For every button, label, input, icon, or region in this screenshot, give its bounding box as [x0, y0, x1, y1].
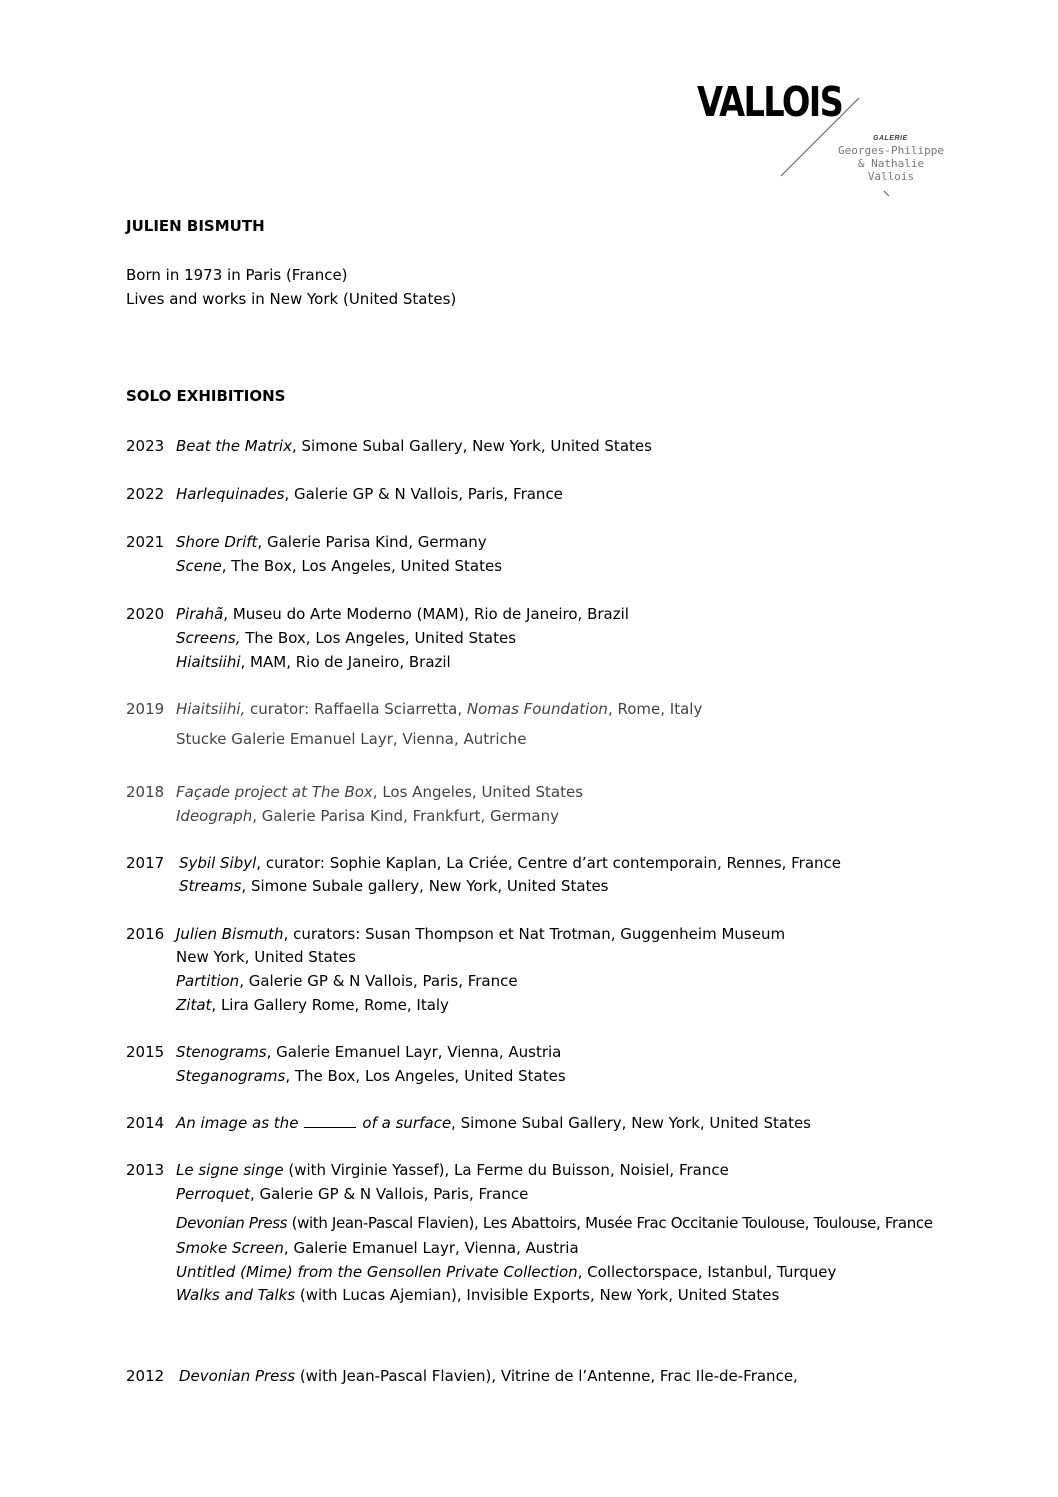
exhibition-entry: Zitat, Lira Gallery Rome, Rome, Italy — [176, 996, 449, 1014]
year-2023: 2023 — [126, 437, 165, 455]
exhibition-entry: Screens, The Box, Los Angeles, United States — [176, 629, 517, 647]
exhibition-entry: Devonian Press (with Jean-Pascal Flavien), Vitrine de l’Antenne, Frac Ile-de-France, — [179, 1367, 798, 1385]
section-title: SOLO EXHIBITIONS — [126, 387, 286, 405]
exhibition-entry: Walks and Talks (with Lucas Ajemian), Invisible Exports, New York, United States — [176, 1286, 780, 1304]
exhibition-entry: Sybil Sibyl, curator: Sophie Kaplan, La Criée, Centre d’art contemporain, Rennes, France — [179, 854, 842, 872]
year-2016: 2016 — [126, 925, 165, 943]
exhibition-entry: Hiaitsiihi, MAM, Rio de Janeiro, Brazil — [176, 653, 451, 671]
year-2012: 2012 — [126, 1367, 165, 1385]
exhibition-entry: Devonian Press (with Jean-Pascal Flavien), Les Abattoirs, Musée Frac Occitanie Toulouse, Toulouse, France — [176, 1214, 933, 1232]
artist-lives: Lives and works in New York (United States) — [126, 290, 457, 308]
exhibition-entry: Steganograms, The Box, Los Angeles, United States — [176, 1067, 566, 1085]
exhibition-entry: Façade project at The Box, Los Angeles, United States — [176, 783, 584, 801]
gallery-logo — [697, 78, 957, 208]
exhibition-entry: Smoke Screen, Galerie Emanuel Layr, Vienna, Austria — [176, 1239, 579, 1257]
logo-line-1: Georges-Philippe — [838, 144, 944, 157]
exhibition-entry: Shore Drift, Galerie Parisa Kind, Germany — [176, 533, 487, 551]
exhibition-entry: Scene, The Box, Los Angeles, United States — [176, 557, 503, 575]
year-2020: 2020 — [126, 605, 165, 623]
exhibition-entry: Harlequinades, Galerie GP & N Vallois, Paris, France — [176, 485, 563, 503]
exhibition-entry: Partition, Galerie GP & N Vallois, Paris, France — [176, 972, 518, 990]
exhibition-entry: An image as the of a surface, Simone Subal Gallery, New York, United States — [176, 1114, 811, 1132]
logo-galerie-label: GALERIE — [873, 135, 908, 142]
artist-name: JULIEN BISMUTH — [126, 217, 265, 235]
artist-born: Born in 1973 in Paris (France) — [126, 266, 348, 284]
exhibition-entry: Julien Bismuth, curators: Susan Thompson et Nat Trotman, Guggenheim Museum — [176, 925, 786, 943]
logo-line-3: Vallois — [867, 170, 915, 183]
logo-wordmark: VALLOIS — [697, 78, 843, 126]
exhibition-entry: Hiaitsiihi, curator: Raffaella Sciarretta, Nomas Foundation, Rome, Italy — [176, 700, 703, 718]
year-2022: 2022 — [126, 485, 165, 503]
exhibition-entry: Ideograph, Galerie Parisa Kind, Frankfurt, Germany — [176, 807, 559, 825]
year-2019: 2019 — [126, 700, 165, 718]
year-2013: 2013 — [126, 1161, 165, 1179]
blank-underline — [304, 1115, 356, 1128]
exhibition-entry: Stenograms, Galerie Emanuel Layr, Vienna, Austria — [176, 1043, 562, 1061]
exhibition-entry: Perroquet, Galerie GP & N Vallois, Paris, France — [176, 1185, 529, 1203]
year-2015: 2015 — [126, 1043, 165, 1061]
year-2014: 2014 — [126, 1114, 165, 1132]
exhibition-entry: Le signe singe (with Virginie Yassef), La Ferme du Buisson, Noisiel, France — [176, 1161, 729, 1179]
year-2021: 2021 — [126, 533, 165, 551]
exhibition-entry: Beat the Matrix, Simone Subal Gallery, New York, United States — [176, 437, 652, 455]
year-2017: 2017 — [126, 854, 165, 872]
exhibition-entry: Pirahã, Museu do Arte Moderno (MAM), Rio de Janeiro, Brazil — [176, 605, 629, 623]
logo-gallery-name — [821, 144, 961, 183]
year-2018: 2018 — [126, 783, 165, 801]
exhibition-entry: Stucke Galerie Emanuel Layr, Vienna, Autriche — [176, 730, 527, 748]
exhibition-entry-continued: New York, United States — [176, 948, 356, 966]
exhibition-entry: Untitled (Mime) from the Gensollen Private Collection, Collectorspace, Istanbul, Turquey — [176, 1263, 837, 1281]
exhibition-entry: Streams, Simone Subale gallery, New York, United States — [179, 877, 609, 895]
logo-line-2: & Nathalie — [857, 157, 925, 170]
